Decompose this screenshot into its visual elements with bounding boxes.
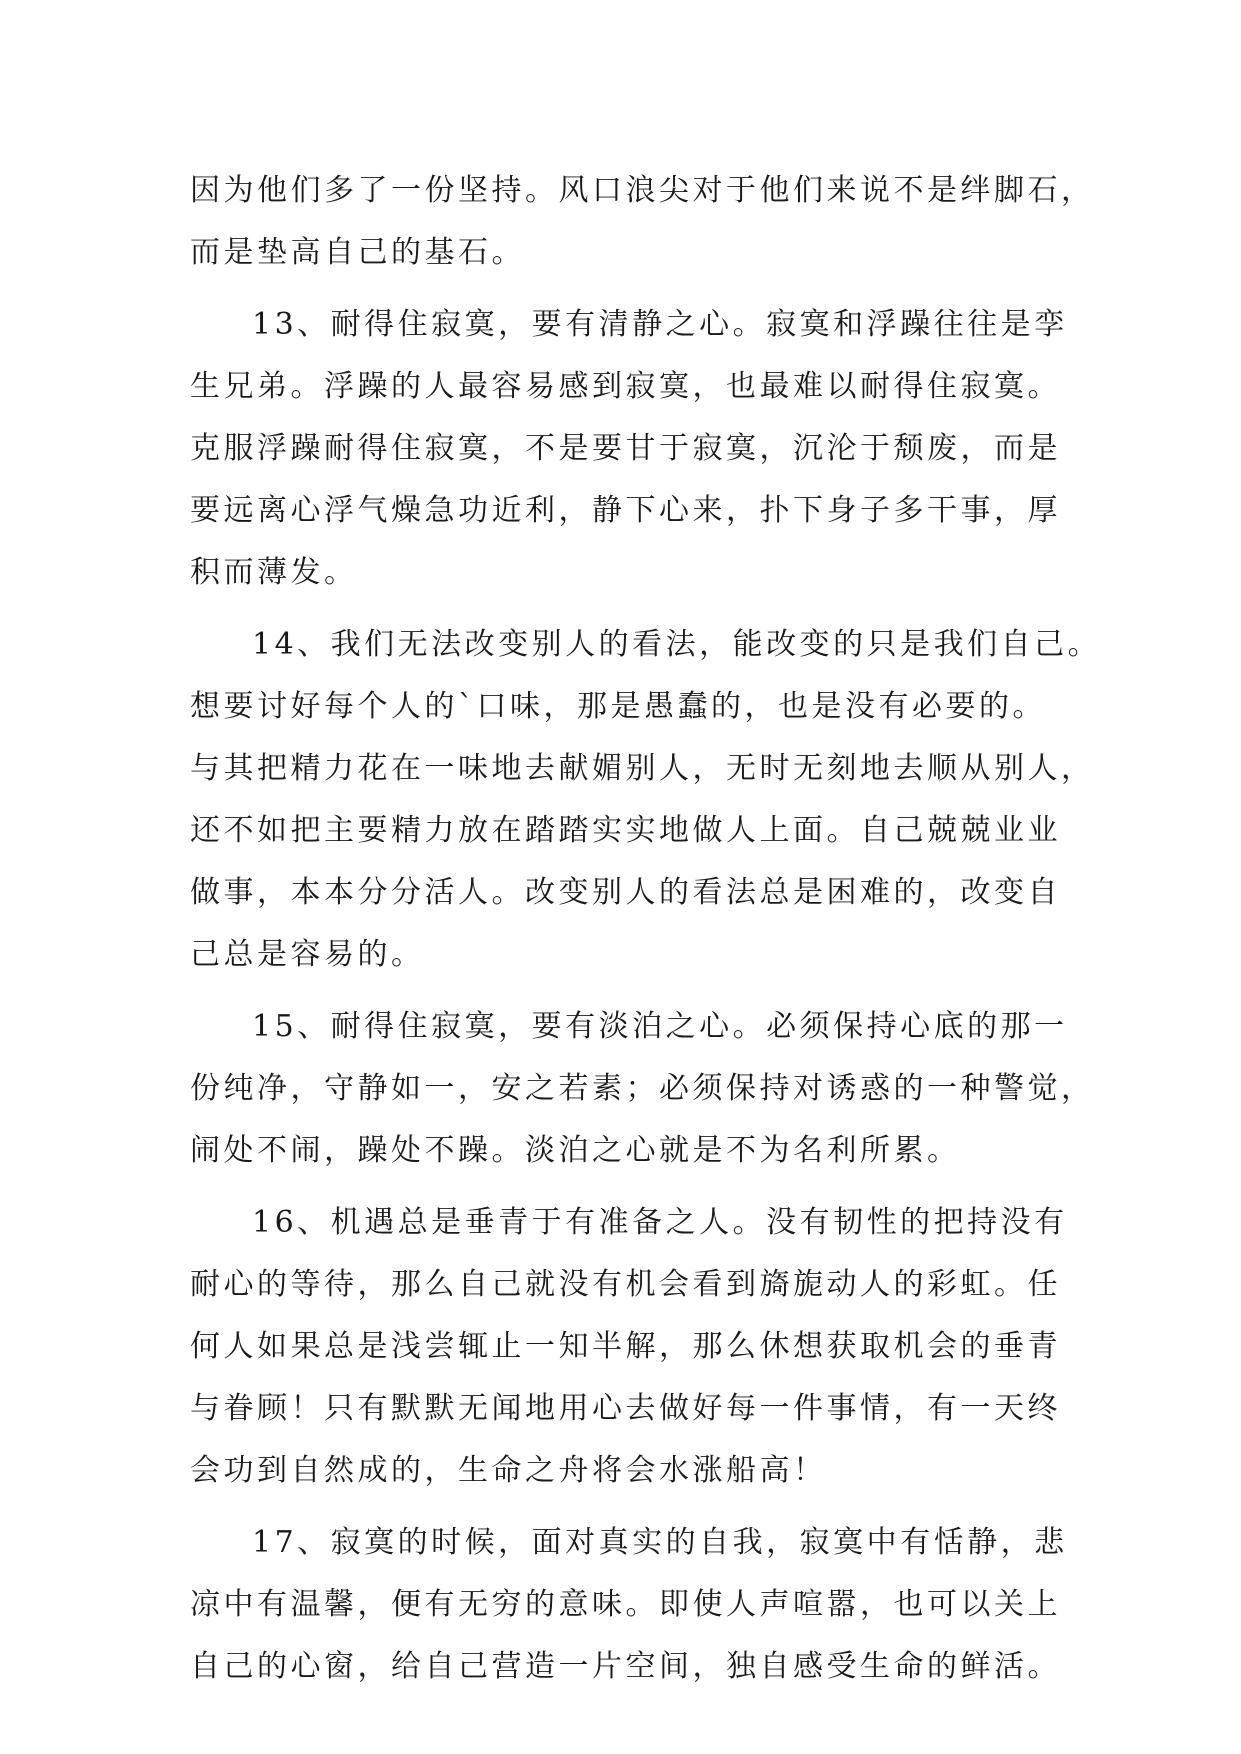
text-line: 耐心的等待，那么自己就没有机会看到旖旎动人的彩虹。任	[190, 1267, 1061, 1302]
text-line: 会功到自然成的，生命之舟将会水涨船高！	[190, 1453, 827, 1488]
text-line: 凉中有温馨，便有无穷的意味。即使人声喧嚣，也可以关上	[190, 1587, 1061, 1622]
text-line: 做事，本本分分活人。改变别人的看法总是困难的，改变自	[190, 875, 1061, 910]
text-line: 15、耐得住寂寞，要有淡泊之心。必须保持心底的那一	[252, 1009, 1068, 1044]
text-line: 份纯净，守静如一，安之若素；必须保持对诱惑的一种警觉，	[190, 1071, 1095, 1106]
text-line: 己总是容易的。	[190, 937, 425, 972]
paragraph	[190, 160, 1095, 284]
text-line: 积而薄发。	[190, 555, 358, 590]
text-line: 生兄弟。浮躁的人最容易感到寂寞，也最难以耐得住寂寞。	[190, 369, 1061, 404]
text-line: 14、我们无法改变别人的看法，能改变的只是我们自己。	[252, 627, 1102, 662]
text-body	[190, 160, 1102, 1698]
paragraph	[190, 294, 1090, 604]
text-line: 想要讨好每个人的`口味，那是愚蠢的，也是没有必要的。	[190, 689, 1046, 724]
text-line: 与其把精力花在一味地去献媚别人，无时无刻地去顺从别人，	[190, 751, 1095, 786]
text-line: 要远离心浮气燥急功近利，静下心来，扑下身子多干事，厚	[190, 493, 1061, 528]
text-line: 因为他们多了一份坚持。风口浪尖对于他们来说不是绊脚石，	[190, 173, 1095, 208]
paragraph	[190, 1192, 1090, 1502]
text-line: 16、机遇总是垂青于有准备之人。没有韧性的把持没有	[252, 1205, 1068, 1240]
paragraph	[190, 996, 1095, 1182]
text-line: 17、寂寞的时候，面对真实的自我，寂寞中有恬静，悲	[252, 1525, 1068, 1560]
text-line: 而是垫高自己的基石。	[190, 235, 525, 270]
text-line: 自己的心窗，给自己营造一片空间，独自感受生命的鲜活。	[190, 1649, 1061, 1684]
text-line: 何人如果总是浅尝辄止一知半解，那么休想获取机会的垂青	[190, 1329, 1061, 1364]
text-line: 闹处不闹，躁处不躁。淡泊之心就是不为名利所累。	[190, 1133, 961, 1168]
paragraph	[190, 614, 1102, 986]
text-line: 还不如把主要精力放在踏踏实实地做人上面。自己兢兢业业	[190, 813, 1061, 848]
text-line: 克服浮躁耐得住寂寞，不是要甘于寂寞，沉沦于颓废，而是	[190, 431, 1061, 466]
text-line: 与眷顾！只有默默无闻地用心去做好每一件事情，有一天终	[190, 1391, 1061, 1426]
paragraph	[190, 1512, 1090, 1698]
text-line: 13、耐得住寂寞，要有清静之心。寂寞和浮躁往往是孪	[252, 307, 1068, 342]
